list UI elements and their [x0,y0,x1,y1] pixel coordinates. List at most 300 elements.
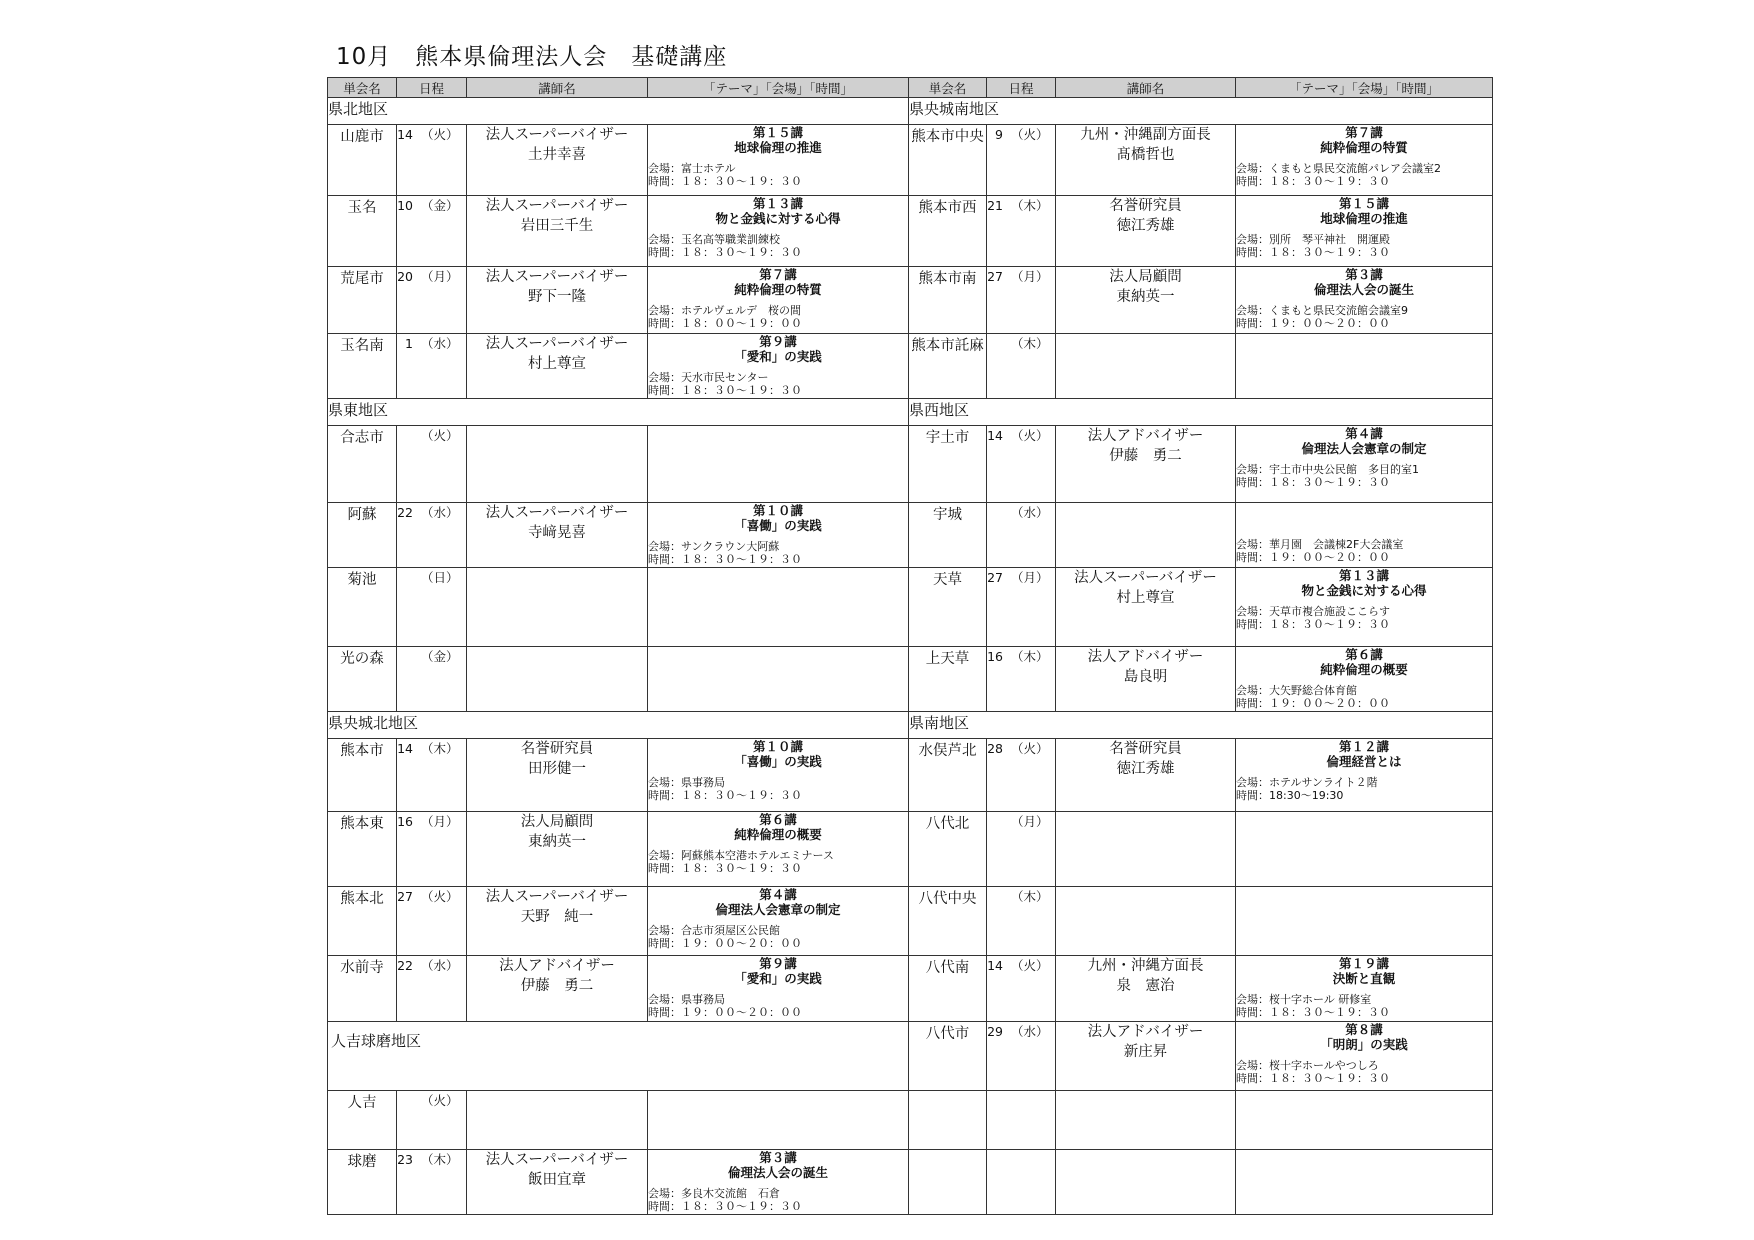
schedule-weekday: （火） [421,1093,459,1109]
lesson-title: 「愛和」の実践 [734,348,822,364]
header-theme: 「テーマ」「会場」「時間」 [1236,78,1493,98]
table-row [328,811,1493,886]
schedule-day: 10 [397,198,413,214]
lesson-title: 倫理経営とは [1326,753,1402,769]
schedule-day: 23 [397,1152,413,1168]
lecturer-cell [467,333,648,398]
schedule-date [987,1150,1056,1215]
lecturer-name: 村上尊宣 [528,355,586,372]
lecturer-cell [1056,267,1236,334]
venue-text: 会場：大矢野総合体育館 [1236,683,1357,697]
chapter-name: 荒尾市 [328,267,397,334]
schedule-date [987,502,1056,567]
chapter-name: 熊本北 [328,886,397,955]
chapter-name: 水前寺 [328,955,397,1022]
chapter-name: 八代南 [909,955,987,1022]
lecturer-cell [467,1091,648,1150]
theme-cell [648,196,909,267]
lecturer-role: 法人スーパーバイザー [485,335,629,352]
schedule-date [397,426,467,503]
lecturer-name: 髙橋哲也 [1116,147,1175,164]
venue-text: 会場：合志市須屋区公民館 [648,923,780,937]
chapter-name: 熊本市西 [909,196,987,267]
schedule-weekday: （火） [1011,957,1049,973]
schedule-date [397,955,467,1022]
venue-text: 会場：県事務局 [648,992,725,1006]
schedule-day: 14 [987,428,1003,444]
lecturer-cell [1056,886,1236,955]
table-row [328,333,1493,398]
lesson-title: 「明朗」の実践 [1320,1037,1408,1053]
lesson-number: 第１２講 [1338,738,1389,754]
schedule-day: 29 [987,1024,1003,1040]
schedule-table [327,77,1493,1215]
schedule-date [987,886,1056,955]
schedule-weekday: （火） [421,888,459,904]
chapter-name: 玉名南 [328,333,397,398]
venue-text: 会場：華月園 会議棟2F大会議室 [1236,537,1404,551]
header-theme: 「テーマ」「会場」「時間」 [648,78,909,98]
schedule-weekday: （月） [421,813,459,829]
lesson-number: 第６講 [1345,646,1383,662]
lecturer-cell [467,267,648,334]
lecturer-role: 名誉研究員 [520,740,594,757]
venue-text: 会場：玉名高等職業訓練校 [648,233,780,247]
lecturer-cell [1056,738,1236,811]
lesson-title: 決断と直観 [1332,970,1396,986]
lecturer-cell [467,646,648,711]
header-chapter: 単会名 [328,78,397,98]
lecturer-role: 法人スーパーバイザー [485,269,629,286]
venue-text: 会場：宇土市中央公民館 多目的室1 [1236,463,1419,477]
lesson-title: 純粋倫理の特質 [1320,140,1408,156]
time-text: 時間：１８：３０〜１９：３０ [1236,175,1390,189]
schedule-day: 14 [397,127,413,143]
chapter-name: 水俣芦北 [909,738,987,811]
schedule-weekday: （木） [1011,198,1049,214]
schedule-date [397,125,467,196]
lesson-title: 物と金銭に対する心得 [715,211,841,227]
schedule-weekday: （水） [421,335,459,351]
schedule-day: 21 [987,198,1003,214]
lecturer-name: 東納英一 [1116,289,1175,306]
lecturer-cell [1056,567,1236,646]
theme-cell [648,567,909,646]
schedule-weekday: （月） [421,269,459,285]
lecturer-name: 島良明 [1123,668,1168,685]
schedule-weekday: （金） [421,648,459,664]
schedule-day: 27 [397,888,413,904]
lecturer-cell [467,811,648,886]
venue-text: 会場：天草市複合施設ここらす [1236,604,1390,618]
theme-cell [648,502,909,567]
lecturer-cell [1056,502,1236,567]
time-text: 時間：１８：３０〜１９：３０ [648,788,802,802]
lecturer-cell [467,502,648,567]
lecturer-name: 伊藤 勇二 [520,977,594,994]
lesson-number: 第４講 [1345,426,1383,442]
time-text: 時間：１８：３０〜１９：３０ [648,383,802,397]
lecturer-cell [1056,426,1236,503]
schedule-date [987,426,1056,503]
header-lecturer: 講師名 [467,78,648,98]
venue-text: 会場：天水市民センター [648,370,769,384]
chapter-name: 八代市 [909,1022,987,1091]
venue-text: 会場：ホテルサンライト２階 [1236,775,1378,789]
table-row [328,1150,1493,1215]
venue-text: 会場：ホテルヴェルデ 桜の間 [648,304,802,318]
schedule-weekday: （火） [421,428,459,444]
lesson-title: 物と金銭に対する心得 [1301,582,1427,598]
schedule-day: 14 [987,957,1003,973]
lecturer-cell [467,886,648,955]
schedule-weekday: （月） [1011,269,1049,285]
time-text: 時間：１８：００〜１９：００ [648,317,802,331]
region-label: 県央城北地区 [328,711,909,738]
lesson-title: 「喜働」の実践 [734,753,822,769]
lesson-title: 「喜働」の実践 [734,517,822,533]
lesson-title: 倫理法人会の誕生 [727,1165,828,1181]
header-chapter: 単会名 [909,78,987,98]
schedule-day: 14 [397,740,413,756]
schedule-weekday: （木） [421,740,459,756]
chapter-name: 天草 [909,567,987,646]
venue-text: 会場：桜十字ホールやつしろ [1236,1059,1379,1073]
lecturer-cell [467,567,648,646]
lesson-number: 第４講 [759,886,797,902]
theme-cell [1236,646,1493,711]
lesson-number: 第６講 [759,811,797,827]
lecturer-name: 徳江秀雄 [1116,218,1175,235]
schedule-weekday: （水） [421,504,459,520]
schedule-date [987,333,1056,398]
lecturer-cell [467,1150,648,1215]
lecturer-cell [1056,811,1236,886]
lecturer-name: 田形健一 [528,760,586,777]
region-label: 人吉球磨地区 [328,1022,909,1091]
schedule-day: 16 [987,648,1003,664]
region-row [328,711,1493,738]
lesson-number: 第１５講 [1338,196,1389,212]
schedule-weekday: （木） [1011,335,1049,351]
time-text: 時間：１８：３０〜１９：３０ [1236,1005,1390,1019]
venue-text: 会場：阿蘇熊本空港ホテルエミナース [648,848,834,862]
schedule-day: 22 [397,504,413,520]
theme-cell [648,426,909,503]
lesson-number: 第３講 [759,1150,797,1166]
theme-cell [1236,567,1493,646]
schedule-weekday: （木） [1011,888,1049,904]
schedule-day: 27 [987,569,1003,585]
schedule-date [987,267,1056,334]
lesson-title: 倫理法人会憲章の制定 [715,901,841,917]
table-row [328,1022,1493,1091]
chapter-name: 熊本市託麻 [909,333,987,398]
theme-cell [1236,426,1493,503]
chapter-name [909,1150,987,1215]
lecturer-role: 法人スーパーバイザー [485,504,629,521]
lesson-number: 第１５講 [752,125,803,141]
venue-text: 会場：くまもと県民交流館パレア会議室2 [1236,162,1441,176]
lecturer-name: 寺﨑晃喜 [528,524,586,541]
theme-cell [648,646,909,711]
table-row [328,1091,1493,1150]
lesson-title: 倫理法人会の誕生 [1313,282,1414,298]
lecturer-role: 法人アドバイザー [1087,1024,1204,1041]
lesson-number: 第７講 [1345,125,1383,141]
time-text: 時間：１９：００〜２０：００ [648,1005,802,1019]
region-label: 県央城南地区 [909,98,1493,125]
region-label: 県西地区 [909,398,1493,425]
schedule-day: 1 [405,335,413,351]
schedule-date [397,886,467,955]
lecturer-cell [1056,196,1236,267]
schedule-day: 9 [995,127,1003,143]
theme-cell [1236,811,1493,886]
lecturer-role: 九州・沖縄方面長 [1087,957,1204,974]
venue-text: 会場：富士ホテル [648,162,736,176]
lecturer-role: 法人スーパーバイザー [485,127,629,144]
chapter-name: 八代北 [909,811,987,886]
schedule-date [987,738,1056,811]
page-title: 10月 熊本県倫理法人会 基礎講座 [336,44,728,70]
time-text: 時間：１９：００〜２０：００ [1236,696,1390,710]
lesson-number: 第１９講 [1338,955,1389,971]
lecturer-name: 東納英一 [528,833,586,850]
chapter-name: 八代中央 [909,886,987,955]
theme-cell [648,738,909,811]
time-text: 時間：１８：３０〜１９：３０ [648,552,802,566]
region-label: 県東地区 [328,398,909,425]
schedule-weekday: （日） [421,569,459,585]
lecturer-cell [467,196,648,267]
chapter-name: 熊本市南 [909,267,987,334]
time-text: 時間：１８：３０〜１９：３０ [648,246,802,260]
lecturer-cell [1056,1091,1236,1150]
schedule-date [987,811,1056,886]
chapter-name: 上天草 [909,646,987,711]
chapter-name: 熊本市 [328,738,397,811]
header-date: 日程 [987,78,1056,98]
venue-text: 会場：多良木交流館 石倉 [648,1187,780,1201]
table-row [328,646,1493,711]
theme-cell [1236,196,1493,267]
theme-cell [1236,1022,1493,1091]
lecturer-name: 飯田宜章 [528,1172,586,1189]
schedule-day: 27 [987,269,1003,285]
lesson-title: 純粋倫理の概要 [734,826,822,842]
region-row [328,98,1493,125]
table-row [328,125,1493,196]
lecturer-name: 野下一隆 [528,289,586,306]
header-date: 日程 [397,78,467,98]
lecturer-role: 法人局顧問 [1109,269,1182,286]
chapter-name: 人吉 [328,1091,397,1150]
lecturer-role: 九州・沖縄副方面長 [1080,127,1211,144]
theme-cell [648,886,909,955]
table-row [328,955,1493,1022]
schedule-date [397,811,467,886]
header-row [328,78,1493,98]
schedule-date [987,646,1056,711]
theme-cell [1236,267,1493,334]
theme-cell [1236,125,1493,196]
lesson-number: 第１３講 [752,196,803,212]
region-label: 県南地区 [909,711,1493,738]
schedule-day: 16 [397,813,413,829]
schedule-date [987,955,1056,1022]
theme-cell [1236,886,1493,955]
theme-cell [1236,955,1493,1022]
time-text: 時間：１８：３０〜１９：３０ [648,1200,802,1214]
schedule-weekday: （火） [1011,740,1049,756]
theme-cell [648,1150,909,1215]
lecturer-cell [1056,646,1236,711]
table-row [328,502,1493,567]
lesson-number: 第７講 [759,267,797,283]
venue-text: 会場：県事務局 [648,775,725,789]
time-text: 時間：１８：３０〜１９：３０ [1236,617,1390,631]
chapter-name: 合志市 [328,426,397,503]
lecturer-cell [1056,955,1236,1022]
chapter-name: 山鹿市 [328,125,397,196]
region-row [328,398,1493,425]
lecturer-role: 法人スーパーバイザー [485,198,629,215]
theme-cell [1236,738,1493,811]
lesson-number: 第９講 [759,955,797,971]
chapter-name: 熊本東 [328,811,397,886]
chapter-name: 球磨 [328,1150,397,1215]
theme-cell [648,1091,909,1150]
lesson-title: 純粋倫理の概要 [1320,661,1408,677]
schedule-day: 20 [397,269,413,285]
schedule-date [397,738,467,811]
theme-cell [1236,333,1493,398]
table-row [328,426,1493,503]
chapter-name: 熊本市中央 [909,125,987,196]
table-row [328,267,1493,334]
schedule-weekday: （木） [1011,648,1049,664]
lesson-number: 第３講 [1345,267,1383,283]
lesson-number: 第９講 [759,333,797,349]
schedule-weekday: （月） [1011,569,1049,585]
chapter-name: 菊池 [328,567,397,646]
schedule-weekday: （火） [421,127,459,143]
schedule-day: 22 [397,957,413,973]
schedule-weekday: （木） [421,1152,459,1168]
table-row [328,567,1493,646]
schedule-weekday: （月） [1011,813,1049,829]
theme-cell [648,955,909,1022]
chapter-name: 宇土市 [909,426,987,503]
time-text: 時間：１８：３０〜１９：３０ [1236,246,1390,260]
lecturer-cell [1056,1022,1236,1091]
lecturer-cell [1056,125,1236,196]
lesson-number: 第１０講 [752,502,803,518]
time-text: 時間：１９：００〜２０：００ [648,936,802,950]
lesson-title: 倫理法人会憲章の制定 [1301,441,1427,457]
schedule-body [328,98,1493,1215]
lecturer-role: 法人スーパーバイザー [485,1152,629,1169]
time-text: 時間：１８：３０〜１９：３０ [1236,1072,1390,1086]
schedule-weekday: （水） [421,957,459,973]
venue-text: 会場：サンクラウン大阿蘇 [648,539,780,553]
theme-cell [1236,1091,1493,1150]
lecturer-cell [467,738,648,811]
schedule-date [987,1022,1056,1091]
lecturer-role: 法人アドバイザー [499,957,615,974]
theme-cell [1236,502,1493,567]
chapter-name [909,1091,987,1150]
lecturer-name: 村上尊宣 [1116,589,1175,606]
lecturer-name: 泉 憲治 [1116,977,1175,994]
schedule-weekday: （火） [1011,428,1049,444]
theme-cell [648,125,909,196]
schedule-weekday: （水） [1011,504,1049,520]
theme-cell [648,811,909,886]
chapter-name: 玉名 [328,196,397,267]
lesson-number: 第８講 [1345,1022,1383,1038]
chapter-name: 光の森 [328,646,397,711]
region-label: 県北地区 [328,98,909,125]
lecturer-cell [467,426,648,503]
time-text: 時間：１８：３０〜１９：３０ [648,175,802,189]
venue-text: 会場：くまもと県民交流館会議室9 [1236,304,1408,318]
lesson-number: 第１０講 [752,738,803,754]
schedule-weekday: （金） [421,198,459,214]
chapter-name: 宇城 [909,502,987,567]
lecturer-name: 天野 純一 [520,908,594,925]
lecturer-name: 岩田三千生 [520,218,594,235]
lecturer-name: 土井幸喜 [528,147,586,164]
lesson-title: 「愛和」の実践 [734,970,822,986]
lesson-title: 地球倫理の推進 [734,140,822,156]
schedule-date [397,646,467,711]
table-row [328,886,1493,955]
time-text: 時間：１８：３０〜１９：３０ [1236,476,1390,490]
lecturer-role: 法人局顧問 [520,813,594,830]
lecturer-role: 法人スーパーバイザー [1074,569,1217,586]
schedule-date [397,333,467,398]
venue-text: 会場：桜十字ホール 研修室 [1236,992,1372,1006]
lesson-number: 第１３講 [1338,567,1389,583]
time-text: 時間：１８：３０〜１９：３０ [648,861,802,875]
theme-cell [648,333,909,398]
lecturer-name: 新庄昇 [1123,1044,1168,1061]
schedule-date [397,196,467,267]
schedule-day: 28 [987,740,1003,756]
lecturer-name: 徳江秀雄 [1116,760,1175,777]
schedule-date [987,196,1056,267]
lecturer-role: 法人スーパーバイザー [485,888,629,905]
lesson-title: 地球倫理の推進 [1320,211,1408,227]
schedule-date [397,502,467,567]
lecturer-name: 伊藤 勇二 [1109,448,1182,465]
header-lecturer: 講師名 [1056,78,1236,98]
lesson-title: 純粋倫理の特質 [734,282,822,298]
schedule-weekday: （火） [1011,127,1049,143]
lecturer-role: 法人アドバイザー [1087,648,1204,665]
schedule-date [397,1150,467,1215]
schedule-date [987,567,1056,646]
chapter-name: 阿蘇 [328,502,397,567]
lecturer-cell [467,955,648,1022]
schedule-weekday: （水） [1011,1024,1049,1040]
schedule-date [397,1091,467,1150]
lecturer-role: 名誉研究員 [1109,198,1182,215]
theme-cell [1236,1150,1493,1215]
lecturer-role: 法人アドバイザー [1087,428,1204,445]
